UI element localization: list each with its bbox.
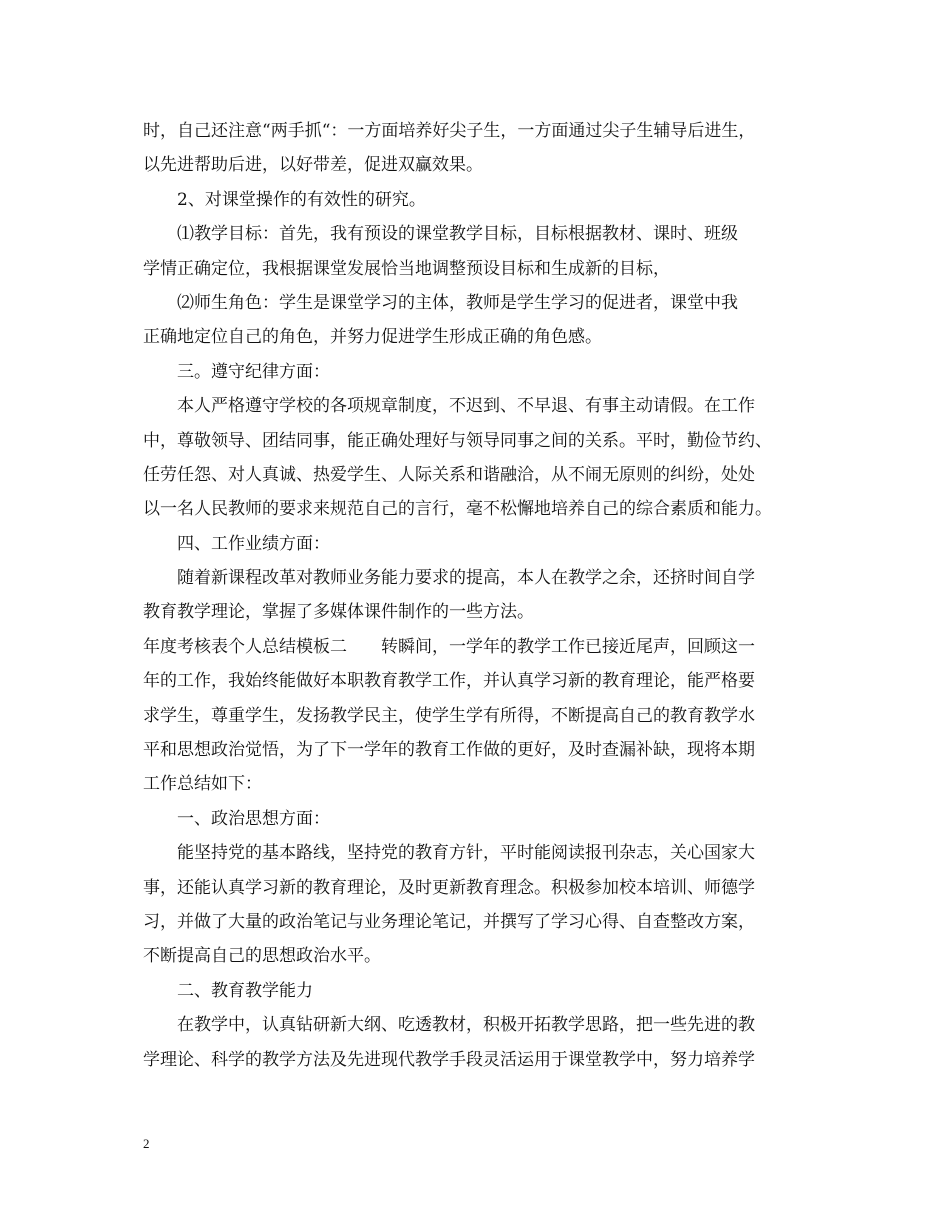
text-line: 求学生，尊重学生，发扬教学民主，使学生学有所得，不断提高自己的教育教学水: [143, 705, 755, 726]
text-line: 事，还能认真学习新的教育理论，及时更新教育理念。积极参加校本培训、师德学: [143, 877, 755, 898]
text-line: 任劳任怨、对人真诚、热爱学生、人际关系和谐融洽，从不闹无原则的纠纷，处处: [143, 464, 755, 485]
text-line: 以一名人民教师的要求来规范自己的言行，毫不松懈地培养自己的综合素质和能力。: [143, 499, 772, 520]
text-line: 一、政治思想方面：: [177, 808, 330, 829]
text-line: 学情正确定位，我根据课堂发展恰当地调整预设目标和生成新的目标，: [143, 258, 670, 279]
text-line: 不断提高自己的思想政治水平。: [143, 946, 381, 967]
text-line: 工作总结如下：: [143, 774, 262, 795]
text-line: 以先进帮助后进，以好带差，促进双赢效果。: [143, 155, 483, 176]
text-line: 年度考核表个人总结模板二 转瞬间，一学年的教学工作已接近尾声，回顾这一: [143, 636, 755, 657]
text-line: 正确地定位自己的角色，并努力促进学生形成正确的角色感。: [143, 327, 602, 348]
text-line: 年的工作，我始终能做好本职教育教学工作，并认真学习新的教育理论，能严格要: [143, 671, 755, 692]
text-line: 能坚持党的基本路线，坚持党的教育方针，平时能阅读报刊杂志，关心国家大: [177, 843, 755, 864]
text-line: 本人严格遵守学校的各项规章制度，不迟到、不早退、有事主动请假。在工作: [177, 396, 755, 417]
text-line: 教育教学理论，掌握了多媒体课件制作的一些方法。: [143, 602, 534, 623]
text-line: ⑴教学目标：首先，我有预设的课堂教学目标，目标根据教材、课时、班级: [177, 224, 738, 245]
text-line: 时，自己还注意“两手抓“：一方面培养好尖子生，一方面通过尖子生辅导后进生，: [143, 121, 756, 141]
document-body: [143, 114, 833, 1077]
text-line: 平和思想政治觉悟，为了下一学年的教育工作做的更好，及时查漏补缺，现将本期: [143, 740, 755, 761]
text-line: 四、工作业绩方面：: [177, 533, 330, 554]
text-line: 习，并做了大量的政治笔记与业务理论笔记，并撰写了学习心得、自查整改方案，: [143, 911, 755, 932]
text-line: 在教学中，认真钻研新大纲、吃透教材，积极开拓教学思路，把一些先进的教: [177, 1015, 755, 1036]
text-line: 三。遵守纪律方面：: [177, 361, 330, 382]
text-line: 2、对课堂操作的有效性的研究。: [177, 189, 426, 210]
text-line: 学理论、科学的教学方法及先进现代教学手段灵活运用于课堂教学中，努力培养学: [143, 1049, 755, 1070]
text-line: 中，尊敬领导、团结同事，能正确处理好与领导同事之间的关系。平时，勤俭节约、: [143, 430, 772, 451]
page-number: 2: [143, 1136, 150, 1151]
text-line: 二、教育教学能力: [177, 980, 313, 1001]
text-line: ⑵师生角色：学生是课堂学习的主体，教师是学生学习的促进者，课堂中我: [177, 292, 738, 313]
text-line: 随着新课程改革对教师业务能力要求的提高，本人在教学之余，还挤时间自学: [177, 568, 755, 589]
